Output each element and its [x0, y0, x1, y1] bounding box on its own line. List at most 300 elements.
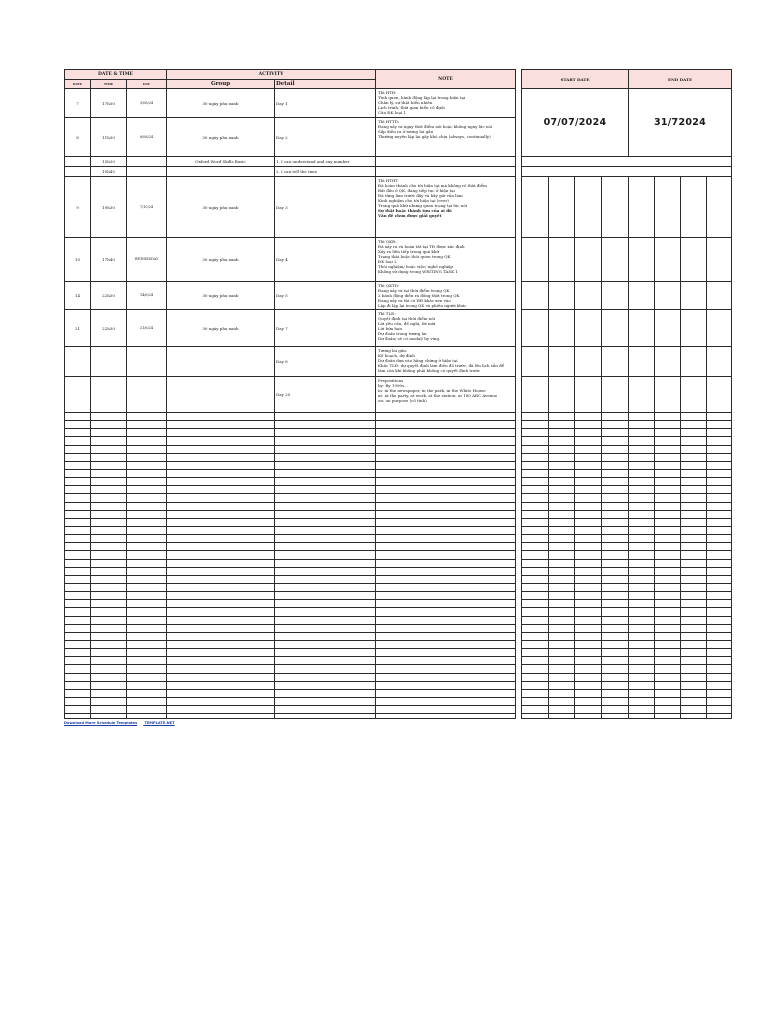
empty-cell: [681, 437, 707, 445]
empty-cell: [655, 429, 681, 437]
empty-cell: [707, 177, 732, 238]
empty-cell: [707, 600, 732, 608]
empty-cell: [575, 437, 602, 445]
empty-cell: [275, 706, 376, 714]
empty-cell: [575, 502, 602, 510]
empty-cell: [167, 437, 275, 445]
empty-cell: [575, 583, 602, 591]
empty-cell: [681, 543, 707, 551]
empty-cell: [91, 518, 127, 526]
empty-cell: [602, 421, 629, 429]
empty-cell: [629, 575, 655, 583]
table-row: [65, 89, 732, 118]
detail-cell: Day 2: [275, 118, 376, 157]
empty-cell: [275, 616, 376, 624]
empty-cell: [127, 673, 167, 681]
empty-cell: [549, 600, 575, 608]
schedule-sheet: [64, 69, 705, 719]
empty-cell: [707, 665, 732, 673]
empty-cell: [376, 559, 516, 567]
empty-cell: [655, 608, 681, 616]
note-line: Dự đoán trong tương lai: [378, 331, 427, 336]
empty-cell: [629, 526, 655, 534]
empty-cell: [681, 616, 707, 624]
empty-cell: [275, 461, 376, 469]
empty-cell: [127, 567, 167, 575]
empty-cell: [91, 510, 127, 518]
empty-cell: [549, 461, 575, 469]
schedule-body: [65, 70, 732, 719]
empty-cell: [575, 486, 602, 494]
group-cell: 30 ngày phụ xanh: [167, 238, 275, 282]
empty-cell: [681, 445, 707, 453]
empty-cell: [575, 535, 602, 543]
empty-cell: [167, 624, 275, 632]
note-line: Không sử dụng trong WRITING TASK 1: [378, 269, 458, 274]
empty-cell: [602, 681, 629, 689]
note-line: Kế hoạch, dự định: [378, 353, 415, 358]
group-cell: 30 ngày phụ xanh: [167, 118, 275, 157]
empty-cell: [655, 177, 681, 238]
empty-cell: [127, 551, 167, 559]
empty-cell: [655, 697, 681, 705]
empty-cell: [575, 494, 602, 502]
empty-cell: [549, 429, 575, 437]
empty-cell: [376, 665, 516, 673]
empty-cell: [167, 510, 275, 518]
date-cell: 9: [65, 177, 91, 238]
empty-cell: [549, 377, 575, 413]
empty-cell: [602, 608, 629, 616]
note-line: Trong quá khứ nhưng quan trọng tại lúc nói: [378, 203, 468, 208]
empty-cell: [127, 697, 167, 705]
empty-cell: [549, 282, 575, 310]
empty-cell: [127, 486, 167, 494]
empty-cell: [127, 624, 167, 632]
empty-cell: [681, 632, 707, 640]
empty-cell: [681, 551, 707, 559]
empty-cell: [376, 706, 516, 714]
time-cell: 22h30: [91, 282, 127, 310]
note-line: Lặp đi lặp lại trong QK và phiền người khác: [378, 303, 467, 308]
empty-cell: [376, 583, 516, 591]
empty-cell: [549, 665, 575, 673]
empty-cell: [376, 657, 516, 665]
empty-cell: [575, 632, 602, 640]
empty-cell: [575, 282, 602, 310]
empty-cell: [275, 632, 376, 640]
empty-cell: [575, 510, 602, 518]
empty-cell: [629, 347, 655, 377]
empty-cell: [522, 478, 549, 486]
empty-cell: [91, 665, 127, 673]
empty-cell: [549, 681, 575, 689]
empty-cell: [549, 535, 575, 543]
note-line: Thì QKĐ:: [378, 239, 397, 244]
empty-row: [65, 706, 732, 714]
empty-cell: [707, 377, 732, 413]
empty-cell: [575, 592, 602, 600]
empty-cell: [65, 689, 91, 697]
empty-cell: [681, 453, 707, 461]
empty-cell: [376, 469, 516, 477]
empty-cell: [655, 238, 681, 282]
empty-cell: [602, 494, 629, 502]
empty-cell: [629, 649, 655, 657]
note-line: Lịch trình, thời gian biểu cố định: [378, 105, 445, 110]
empty-cell: [91, 624, 127, 632]
empty-cell: [522, 494, 549, 502]
empty-cell: [522, 624, 549, 632]
empty-cell: [522, 714, 549, 719]
empty-cell: [602, 714, 629, 719]
empty-cell: [707, 429, 732, 437]
empty-cell: [65, 624, 91, 632]
note-line: Đang xảy ra ngay thời điểm nói hoặc không ngay lúc nói: [378, 124, 493, 129]
empty-cell: [681, 706, 707, 714]
empty-cell: [549, 616, 575, 624]
empty-cell: [127, 478, 167, 486]
empty-cell: [127, 583, 167, 591]
day-cell: 3/06/24: [127, 89, 167, 118]
empty-cell: [655, 714, 681, 719]
empty-cell: [376, 567, 516, 575]
empty-cell: [167, 421, 275, 429]
day-cell: [127, 377, 167, 413]
empty-cell: [602, 282, 629, 310]
empty-cell: [681, 559, 707, 567]
empty-cell: [376, 437, 516, 445]
empty-row: [65, 624, 732, 632]
header-detail: Detail: [275, 80, 376, 89]
detail-cell: Day 7: [275, 310, 376, 347]
empty-cell: [629, 502, 655, 510]
empty-cell: [91, 469, 127, 477]
empty-cell: [575, 600, 602, 608]
empty-cell: [167, 461, 275, 469]
empty-cell: [549, 592, 575, 600]
gap-cell: [516, 118, 522, 157]
empty-cell: [575, 665, 602, 673]
empty-row: [65, 697, 732, 705]
note-line: Đang xảy ra tại thời điểm trong QK: [378, 288, 450, 293]
empty-cell: [707, 494, 732, 502]
empty-row: [65, 583, 732, 591]
empty-cell: [275, 478, 376, 486]
empty-cell: [629, 494, 655, 502]
note-line: on: on purpose (cố tình): [378, 398, 427, 403]
empty-cell: [681, 469, 707, 477]
empty-cell: [127, 689, 167, 697]
empty-cell: [275, 649, 376, 657]
empty-cell: [575, 624, 602, 632]
empty-cell: [65, 461, 91, 469]
day-cell: 14/6/24: [127, 282, 167, 310]
empty-cell: [376, 616, 516, 624]
note-line: Tương lai gần:: [378, 348, 408, 353]
empty-cell: [522, 469, 549, 477]
empty-cell: [167, 657, 275, 665]
empty-cell: [602, 518, 629, 526]
empty-row: [65, 551, 732, 559]
empty-cell: [681, 592, 707, 600]
empty-cell: [522, 177, 549, 238]
empty-cell: [91, 681, 127, 689]
empty-cell: [91, 632, 127, 640]
empty-cell: [65, 673, 91, 681]
empty-cell: [91, 461, 127, 469]
empty-cell: [575, 608, 602, 616]
day-cell: 8/06/24: [127, 118, 167, 157]
empty-cell: [522, 453, 549, 461]
empty-cell: [275, 681, 376, 689]
detail-cell: Day 8: [275, 347, 376, 377]
empty-cell: [549, 445, 575, 453]
empty-cell: [655, 640, 681, 648]
empty-cell: [522, 575, 549, 583]
empty-cell: [91, 559, 127, 567]
empty-cell: [602, 377, 629, 413]
empty-cell: [376, 624, 516, 632]
empty-cell: [707, 649, 732, 657]
empty-cell: [376, 640, 516, 648]
empty-cell: [522, 310, 549, 347]
empty-cell: [167, 681, 275, 689]
empty-cell: [127, 632, 167, 640]
empty-cell: [655, 413, 681, 421]
empty-cell: [629, 421, 655, 429]
empty-cell: [575, 697, 602, 705]
empty-cell: [629, 559, 655, 567]
empty-cell: [655, 649, 681, 657]
footer-links: [64, 721, 181, 725]
empty-cell: [602, 413, 629, 421]
empty-cell: [522, 567, 549, 575]
note-line: by: By 1990s...: [378, 383, 408, 388]
day-cell: [127, 347, 167, 377]
time-cell: 22h30: [91, 310, 127, 347]
empty-cell: [575, 478, 602, 486]
header-end-date: END DATE: [629, 70, 732, 89]
empty-cell: [275, 429, 376, 437]
empty-cell: [167, 478, 275, 486]
empty-cell: [167, 494, 275, 502]
empty-cell: [629, 616, 655, 624]
empty-cell: [629, 592, 655, 600]
empty-cell: [65, 559, 91, 567]
note-line: Sắp diễn ra ở tương lai gần: [378, 129, 434, 134]
empty-cell: [91, 649, 127, 657]
empty-cell: [65, 551, 91, 559]
empty-cell: [707, 689, 732, 697]
empty-cell: [549, 453, 575, 461]
empty-cell: [522, 681, 549, 689]
empty-cell: [602, 583, 629, 591]
empty-cell: [91, 673, 127, 681]
note-line: Lời hứa hẹn: [378, 326, 402, 331]
empty-cell: [376, 543, 516, 551]
empty-cell: [522, 640, 549, 648]
empty-cell: [522, 518, 549, 526]
empty-cell: [681, 649, 707, 657]
empty-cell: [655, 486, 681, 494]
empty-cell: [275, 445, 376, 453]
note-line: Dự đoán/ sẽ có modal/ by ving: [378, 336, 440, 341]
empty-row: [65, 413, 732, 421]
empty-cell: [681, 714, 707, 719]
empty-cell: [275, 486, 376, 494]
empty-cell: [707, 502, 732, 510]
note-line: Prepositions: [378, 378, 404, 383]
empty-cell: [681, 347, 707, 377]
empty-cell: [629, 551, 655, 559]
empty-cell: [681, 575, 707, 583]
empty-cell: [376, 551, 516, 559]
empty-cell: [681, 494, 707, 502]
empty-row: [65, 592, 732, 600]
empty-cell: [602, 575, 629, 583]
empty-cell: [629, 310, 655, 347]
empty-cell: [376, 502, 516, 510]
template-net-link[interactable]: TEMPLATE.NET: [144, 721, 175, 725]
empty-cell: [275, 526, 376, 534]
date-cell: 10: [65, 238, 91, 282]
empty-cell: [376, 673, 516, 681]
detail-cell: Day 3: [275, 177, 376, 238]
empty-cell: [575, 657, 602, 665]
empty-row: [65, 502, 732, 510]
empty-cell: [167, 535, 275, 543]
empty-cell: [275, 559, 376, 567]
empty-cell: [575, 421, 602, 429]
empty-cell: [575, 429, 602, 437]
empty-cell: [655, 437, 681, 445]
empty-cell: [575, 649, 602, 657]
empty-cell: [65, 543, 91, 551]
empty-cell: [167, 640, 275, 648]
empty-cell: [707, 486, 732, 494]
note-cell: [376, 282, 516, 310]
empty-cell: [522, 689, 549, 697]
empty-cell: [91, 535, 127, 543]
empty-cell: [127, 616, 167, 624]
empty-cell: [275, 535, 376, 543]
empty-cell: [602, 697, 629, 705]
empty-cell: [522, 600, 549, 608]
empty-cell: [91, 608, 127, 616]
empty-cell: [707, 469, 732, 477]
empty-row: [65, 518, 732, 526]
note-line: Thì HTTD:: [378, 119, 400, 124]
note-line: Dự đoán dựa vào bằng chứng ở hiện tại: [378, 358, 458, 363]
empty-row: [65, 616, 732, 624]
empty-row: [65, 437, 732, 445]
empty-cell: [575, 445, 602, 453]
detail-cell: Day 1: [275, 89, 376, 118]
empty-cell: [376, 453, 516, 461]
empty-cell: [602, 238, 629, 282]
date-cell: 8: [65, 118, 91, 157]
empty-cell: [707, 453, 732, 461]
empty-cell: [275, 551, 376, 559]
empty-cell: [629, 478, 655, 486]
empty-cell: [707, 437, 732, 445]
empty-cell: [549, 583, 575, 591]
group-cell: [167, 347, 275, 377]
day-cell: WEDNESDAY: [127, 238, 167, 282]
group-cell: [167, 377, 275, 413]
note-line: Thì HTĐ:: [378, 90, 397, 95]
empty-cell: [575, 377, 602, 413]
empty-cell: [522, 551, 549, 559]
empty-cell: [681, 689, 707, 697]
empty-cell: [629, 469, 655, 477]
empty-cell: [681, 421, 707, 429]
empty-cell: [275, 673, 376, 681]
download-templates-link[interactable]: Download More Schedule Templates: [64, 721, 138, 725]
empty-row: [65, 494, 732, 502]
note-line: Chân lý, sự thật hiển nhiên: [378, 100, 433, 105]
empty-cell: [707, 238, 732, 282]
empty-cell: [629, 624, 655, 632]
empty-cell: [681, 697, 707, 705]
empty-cell: [127, 518, 167, 526]
empty-cell: [127, 543, 167, 551]
note-line: Vấn đề chưa được giải quyết: [378, 213, 442, 218]
empty-cell: [575, 177, 602, 238]
empty-cell: [707, 673, 732, 681]
empty-cell: [376, 518, 516, 526]
empty-cell: [575, 238, 602, 282]
empty-cell: [91, 429, 127, 437]
empty-cell: [127, 453, 167, 461]
empty-row: [65, 657, 732, 665]
empty-cell: [167, 608, 275, 616]
empty-cell: [127, 608, 167, 616]
empty-cell: [681, 282, 707, 310]
empty-cell: [655, 347, 681, 377]
empty-cell: [167, 583, 275, 591]
empty-cell: [91, 714, 127, 719]
empty-cell: [91, 486, 127, 494]
empty-cell: [707, 535, 732, 543]
empty-cell: [549, 689, 575, 697]
empty-cell: [167, 429, 275, 437]
empty-row: [65, 608, 732, 616]
empty-cell: [167, 592, 275, 600]
empty-cell: [655, 559, 681, 567]
empty-cell: [629, 238, 655, 282]
empty-cell: [65, 608, 91, 616]
note-line: Đã xảy ra và hoàn tất tại TĐ được xác định: [378, 244, 465, 249]
empty-cell: [522, 445, 549, 453]
empty-cell: [655, 310, 681, 347]
note-line: Thì HTHT: [378, 178, 399, 183]
header-day: DAY: [127, 80, 167, 89]
empty-cell: [127, 640, 167, 648]
empty-cell: [522, 421, 549, 429]
empty-cell: [275, 640, 376, 648]
empty-cell: [376, 526, 516, 534]
empty-cell: [275, 592, 376, 600]
empty-row: [65, 649, 732, 657]
note-line: ĐK loại 2: [378, 259, 397, 264]
empty-cell: [575, 518, 602, 526]
empty-cell: [629, 177, 655, 238]
empty-cell: [681, 429, 707, 437]
empty-row: [65, 567, 732, 575]
empty-row: [65, 665, 732, 673]
